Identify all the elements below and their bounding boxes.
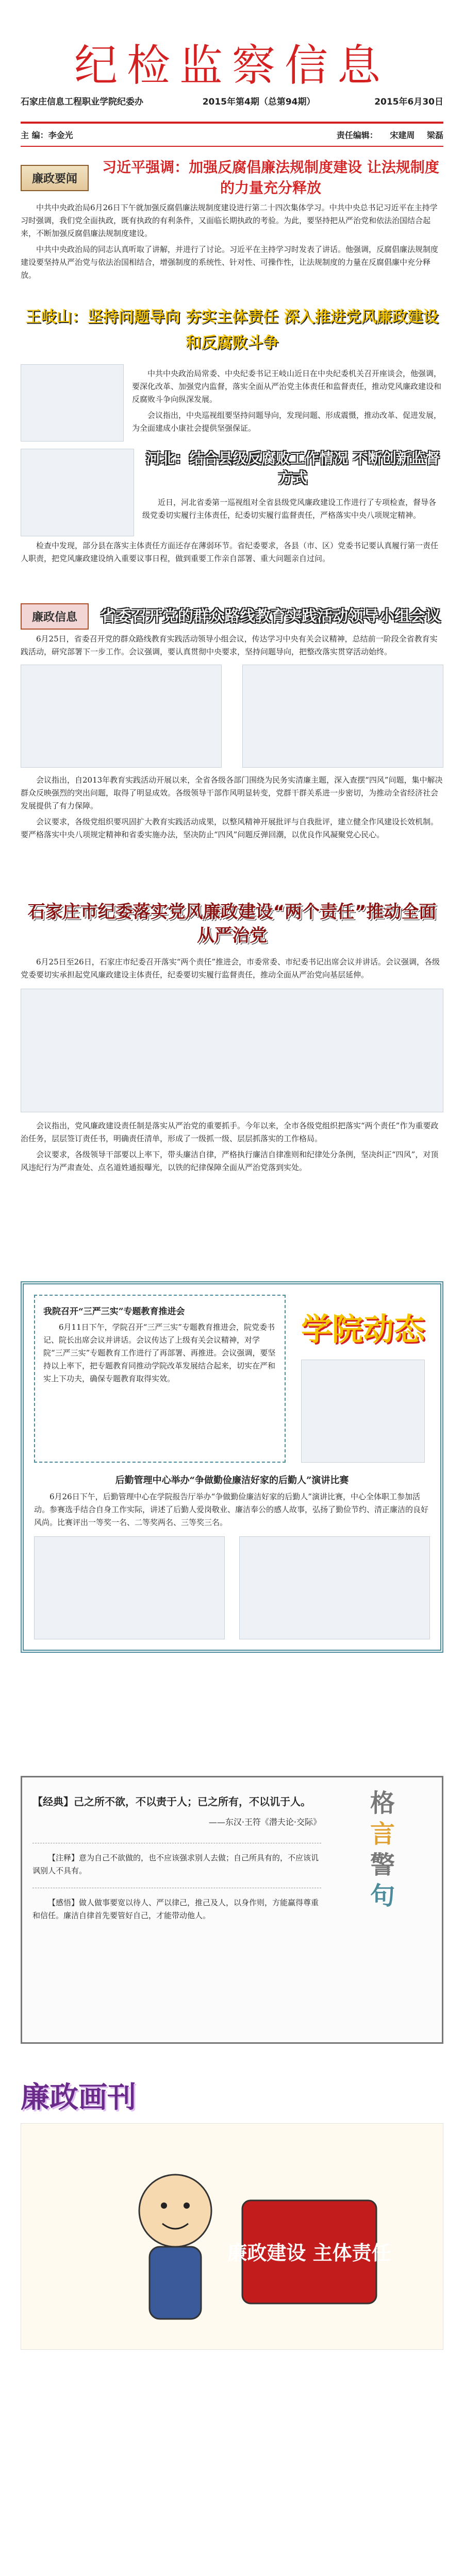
campus-label: 学院动态 [301, 1312, 425, 1348]
maxim-source: ——东汉·王符《潜夫论·交际》 [208, 1817, 321, 1827]
wang-headline: 王岐山：坚持问题导向 夯实主体责任 深入推进党风廉政建设和反腐败斗争 [25, 308, 439, 352]
campus-speech-box [34, 1473, 430, 1639]
info-paragraph: 6月25日，省委召开党的群众路线教育实践活动领导小组会议，传达学习中央有关会议精神，总结前一阶段全省教育实践活动，研究部署下一步工作。会议强调，要认真贯彻中央要求，坚持问题导向，把整改落实贯穿活动始终。 [21, 634, 438, 656]
issue-line [21, 94, 443, 107]
chief-editor: 主 编：李金光 [21, 130, 73, 140]
responsible-label: 责任编辑： [336, 130, 378, 140]
info-section [21, 603, 443, 892]
wang-paragraph: 中共中央政治局常委、中央纪委书记王岐山近日在中央纪委机关召开座谈会，他强调，要深化改革、加强党内监督，落实全面从严治党主体责任和监督责任，推动党风廉政建设和反腐败斗争向纵深发展。 [132, 369, 442, 404]
info-headline: 省委召开党的群众路线教育实践活动领导小组会议 [101, 607, 441, 625]
news-paragraph: 中共中央政治局的同志认真听取了讲解，并进行了讨论。习近平在主持学习时发表了讲话。他强调，反腐倡廉法规制度建设要坚持从严治党与依法治国相结合，增强制度的系统性、针对性、可操作性，让法规制度的力量在反腐倡廉中充分释放。 [21, 245, 439, 280]
cartoon-label: 廉政画刊 [21, 2081, 136, 2114]
info-photo [21, 665, 222, 768]
campus-box [21, 1281, 443, 1653]
maxim-section [21, 1776, 443, 2064]
news-headline: 习近平强调：加强反腐倡廉法规制度建设 让法规制度的力量充分释放 [102, 159, 439, 196]
campus-section [21, 1281, 443, 1745]
hebei-section [21, 449, 443, 603]
responsible-editor-2: 梁磊 [426, 130, 443, 140]
campus-speech-photo [34, 1536, 225, 1639]
city-section [21, 900, 443, 1281]
masthead [21, 15, 443, 118]
maxim-chars [334, 1788, 432, 1911]
campus-news-text: 6月11日下午，学院召开“三严三实”专题教育推进会，院党委书记、院长出席会议并讲话。会议传达了上级有关会议精神，对学院“三严三实”专题教育工作进行了再部署、再推进。会议强调，要坚持以上率下，把专题教育同推动学院改革发展结合起来，切实在严和实上下功夫，确保专题教育取得实效。 [43, 1323, 276, 1383]
cartoon-section [21, 2075, 443, 2363]
maxim-quote: 【经典】己之所不欲，不以责于人；已之所有，不以讥于人。 [32, 1795, 311, 1808]
maxim-insight: 【感悟】做人做事要宽以待人、严以律己，推己及人，以身作则，方能赢得尊重和信任。廉洁自律首先要管好自己，才能带动他人。 [32, 1888, 321, 1922]
city-photo [21, 989, 443, 1112]
campus-speech-text: 6月26日下午，后勤管理中心在学院报告厅举办“争做勤俭廉洁好家的后勤人”演讲比赛，中心全体职工参加活动。参赛选手结合自身工作实际，讲述了后勤人爱岗敬业、廉洁奉公的感人故事，弘扬了勤俭节约、清正廉洁的良好风尚。比赛评出一等奖一名、二等奖两名、三等奖三名。 [34, 1492, 429, 1527]
info-label: 廉政信息 [21, 603, 89, 630]
publisher: 石家庄信息工程职业学院纪委办 [21, 97, 143, 107]
city-paragraph: 会议要求，各级领导干部要以上率下，带头廉洁自律，严格执行廉洁自律准则和纪律处分条例，坚决纠正“四风”，对顶风违纪行为严肃查处、点名道姓通报曝光，以铁的纪律保障全面从严治党落到实处。 [21, 1150, 439, 1172]
hebei-paragraph: 近日，河北省委第一巡视组对全省县级党风廉政建设工作进行了专项检查，督导各级党委切实履行主体责任，纪委切实履行监督责任，严格落实中央八项规定精神。 [142, 498, 437, 520]
cartoon-bg [21, 2123, 443, 2350]
campus-news-title: 我院召开“三严三实”专题教育推进会 [43, 1307, 185, 1317]
maxim-char: 格 [370, 1789, 395, 1818]
maxim-box [21, 1776, 443, 2044]
cartoon-caption: 廉政建设 主体责任 [227, 2242, 391, 2264]
campus-label-wrap [296, 1295, 430, 1463]
news-section [21, 157, 443, 296]
cartoon-eye [184, 2202, 190, 2209]
editors-line [21, 124, 443, 146]
campus-photo [301, 1360, 425, 1463]
campus-speech-photo [239, 1536, 430, 1639]
campus-speech-title: 后勤管理中心举办“争做勤俭廉洁好家的后勤人”演讲比赛 [115, 1475, 349, 1486]
issue-date: 2015年6月30日 [374, 97, 443, 107]
info-paragraph: 会议指出，自2013年教育实践活动开展以来，全省各级各部门围绕为民务实清廉主题，深入查摆“四风”问题，集中解决群众反映强烈的突出问题，取得了明显成效。各级领导干部作风明显转变，党群干群关系进一步密切，为推动全省经济社会发展提供了有力保障。 [21, 775, 443, 810]
wang-paragraph: 会议指出，中央巡视组要坚持问题导向，发现问题、形成震慑，推动改革、促进发展，为全面建成小康社会提供坚强保证。 [132, 411, 442, 433]
maxim-char: 警 [370, 1851, 395, 1879]
maxim-char: 句 [370, 1882, 395, 1910]
responsible-editors [327, 129, 443, 141]
wang-section [21, 304, 443, 449]
editors-rule [21, 146, 443, 147]
responsible-editor-1: 宋建周 [390, 130, 415, 140]
cartoon-eye [161, 2202, 167, 2209]
city-paragraph: 会议指出，党风廉政建设责任制是落实从严治党的重要抓手。今年以来，全市各级党组织把落实“两个责任”作为重要政治任务，层层签订责任书，明确责任清单，形成了一级抓一级、层层抓落实的工作格局。 [21, 1121, 439, 1143]
cartoon-illustration [21, 2123, 443, 2350]
campus-speech-photos [34, 1536, 430, 1639]
hebei-paragraph: 检查中发现，部分县在落实主体责任方面还存在薄弱环节。省纪委要求，各县（市、区）党委书记要认真履行第一责任人职责，把党风廉政建设纳入重要议事日程，做到重要工作亲自部署、重大问题亲自过问。 [21, 541, 439, 563]
news-label: 廉政要闻 [21, 165, 89, 191]
cartoon-frame [21, 2123, 443, 2350]
hebei-photo [21, 449, 134, 536]
newsletter-title: 纪检监察信息 [74, 40, 390, 91]
city-headline: 石家庄市纪委落实党风廉政建设“两个责任”推动全面从严治党 [27, 902, 437, 946]
info-paragraph: 会议要求，各级党组织要巩固扩大教育实践活动成果，以整风精神开展批评与自我批评，建立健全作风建设长效机制。要严格落实中央八项规定精神和省委实施办法，坚决防止“四风”问题反弹回潮，以优良作风凝聚党心民心。 [21, 817, 439, 839]
cartoon-body [150, 2247, 201, 2319]
cartoon-face [139, 2175, 211, 2247]
maxim-note: 【注释】意为自己不欲做的，也不应该强求别人去做；自己所具有的，不应该讥讽别人不具有。 [32, 1843, 321, 1877]
hebei-headline: 河北：结合县级反腐败工作情况 不断创新监督方式 [146, 450, 440, 486]
maxim-char: 言 [370, 1820, 395, 1849]
city-paragraph: 6月25日至26日，石家庄市纪委召开落实“两个责任”推进会，市委常委、市纪委书记出席会议并讲话。会议强调，各级党委要切实承担起党风廉政建设主体责任，纪委要切实履行监督责任，推动全面从严治党向基层延伸。 [21, 957, 440, 979]
maxim-text-col [32, 1793, 321, 1922]
meeting-photo [21, 364, 124, 442]
campus-news-box [34, 1295, 286, 1463]
info-photo [242, 665, 443, 768]
info-photos [21, 665, 443, 768]
issue-number: 2015年第4期（总第94期） [202, 97, 316, 107]
news-paragraph: 中共中央政治局6月26日下午就加强反腐倡廉法规制度建设进行第二十四次集体学习。中共中央总书记习近平在主持学习时强调，我们党全面执政，既有执政的有利条件，又面临长期执政的考验。为此，要坚持把从严治党和依法治国结合起来，不断加强反腐倡廉法规制度建设。 [21, 203, 438, 238]
